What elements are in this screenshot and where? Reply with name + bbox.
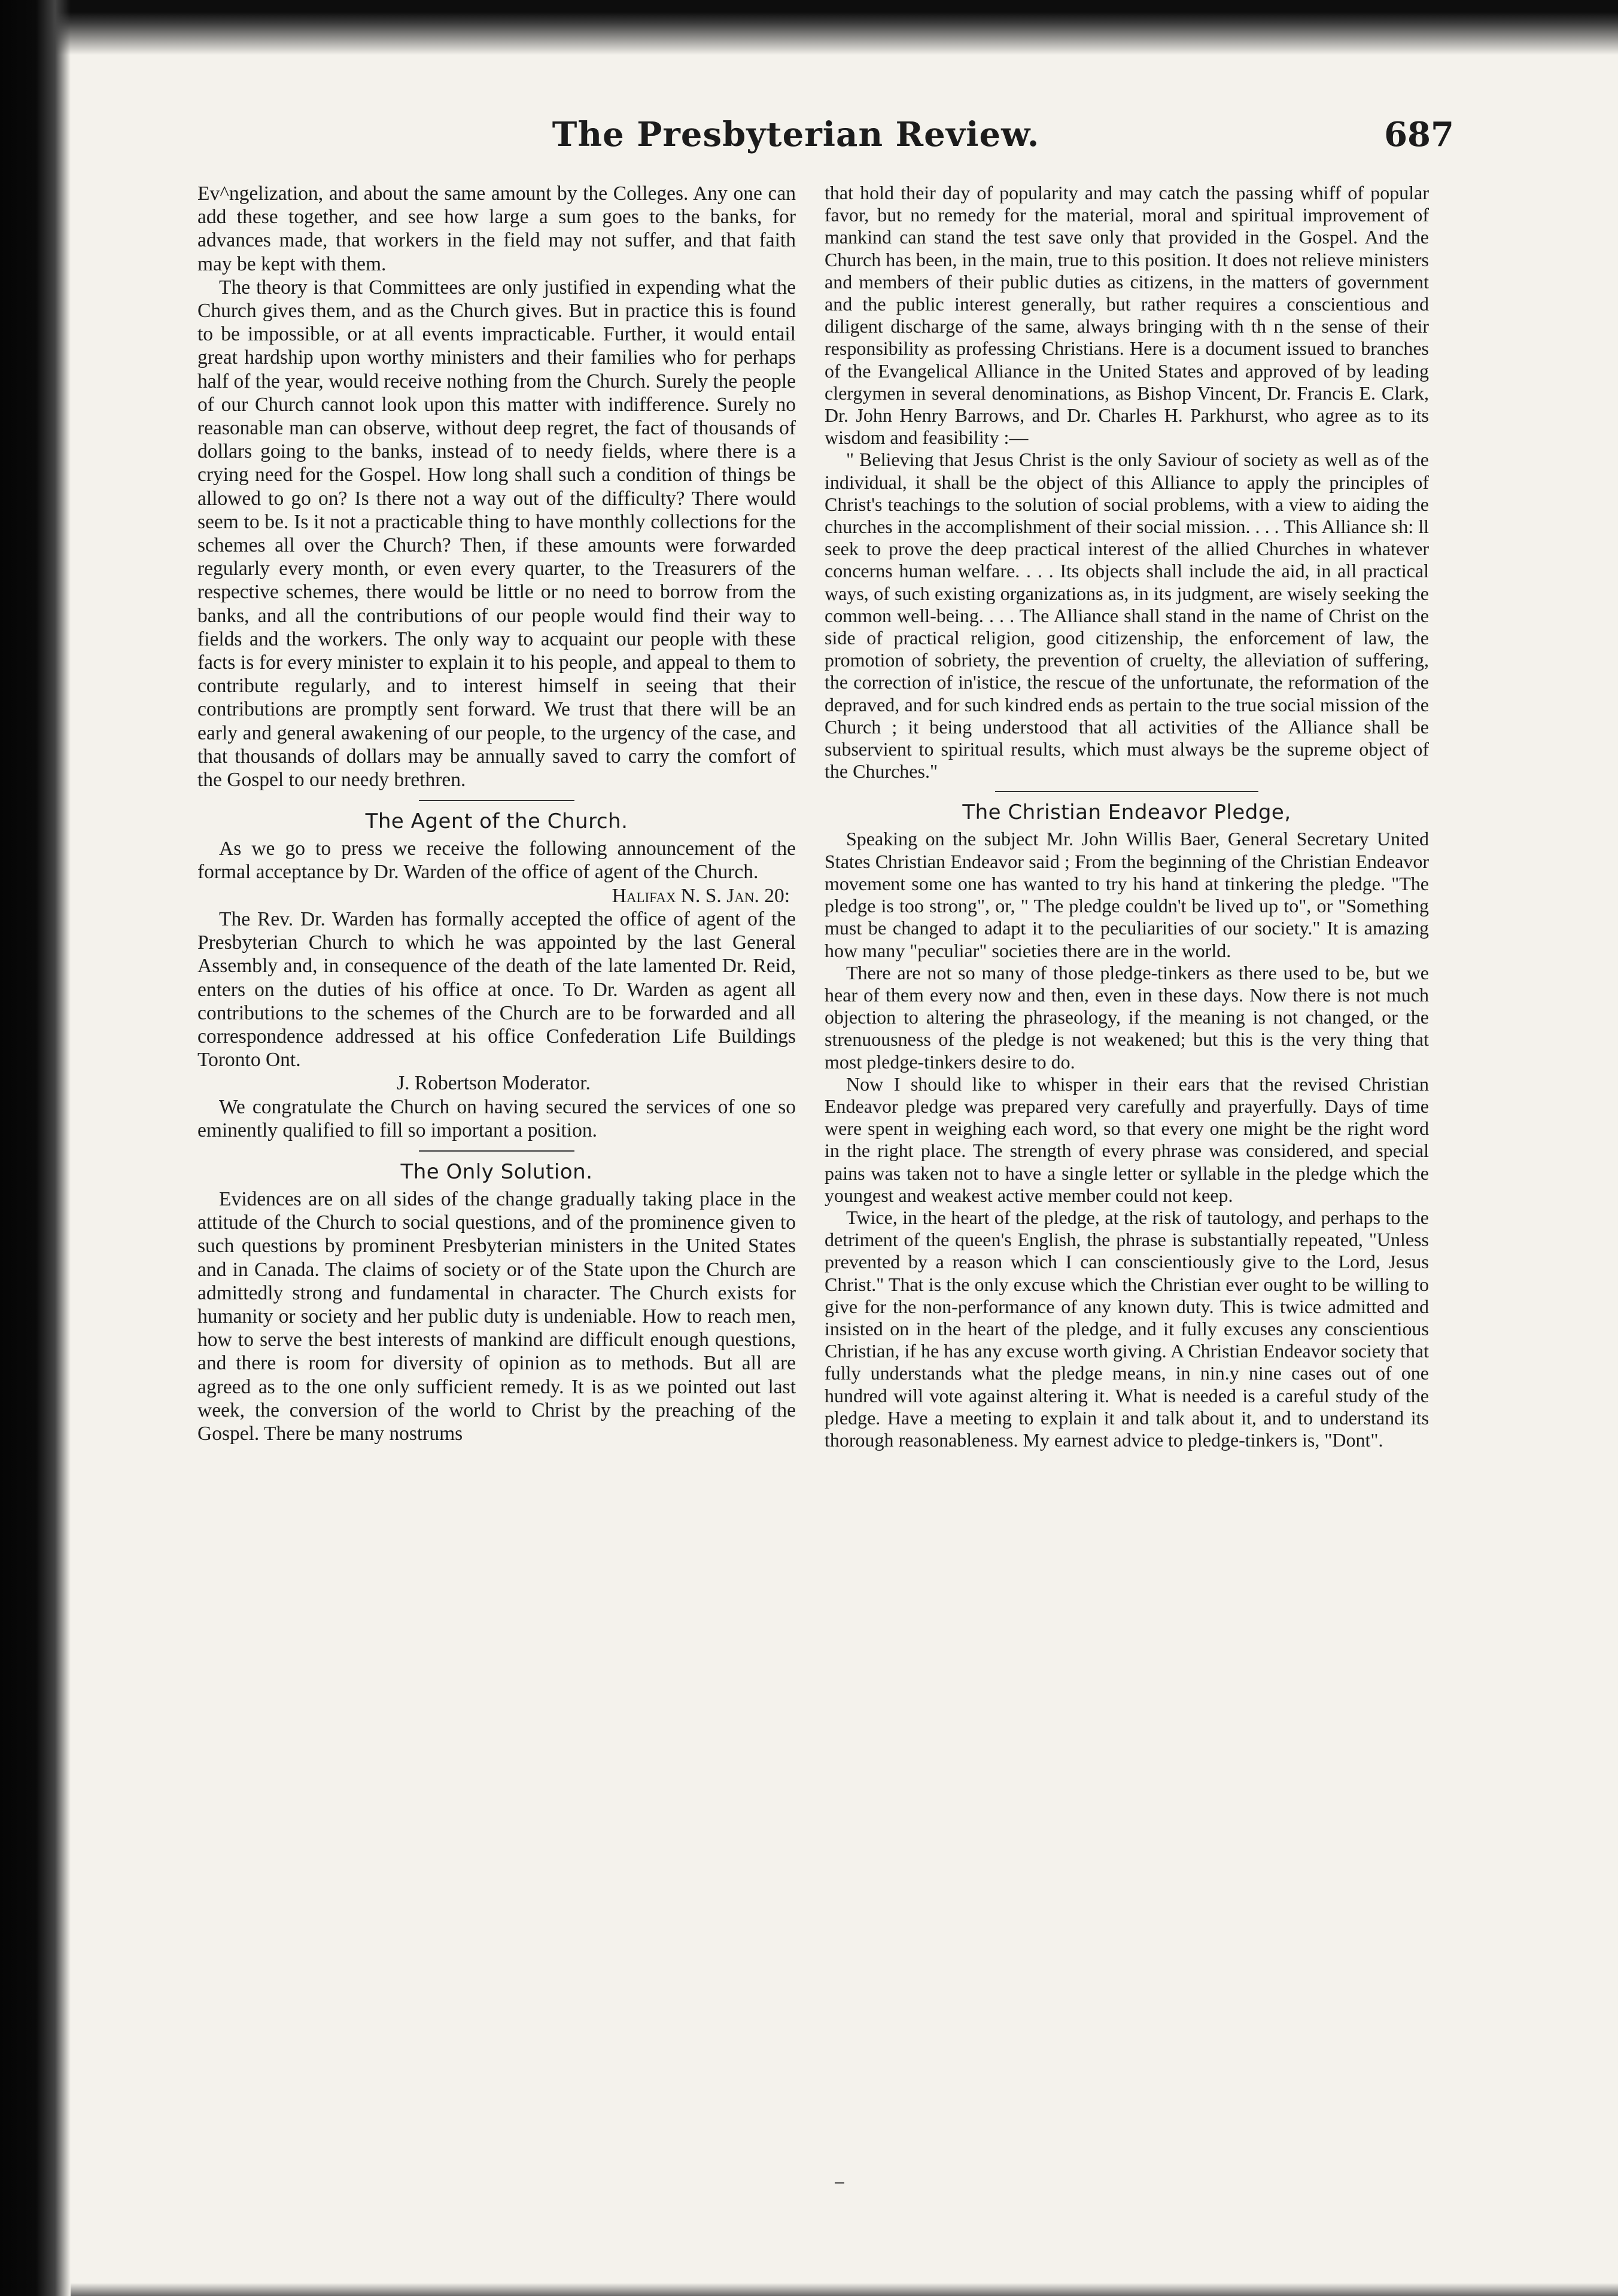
page-number: 687 xyxy=(1384,115,1454,154)
scan-border-left xyxy=(0,0,71,2296)
section-heading-solution: The Only Solution. xyxy=(400,1159,593,1184)
paragraph: Ev^ngelization, and about the same amount by the Colleges. Any one can add these together, and see how large a sum goes to the banks, for advances made, that workers in the field may not suffer, and that faith may be kept with them. xyxy=(197,182,796,275)
left-column xyxy=(197,182,796,2228)
signature: J. Robertson Moderator. xyxy=(397,1072,591,1095)
section-heading-pledge: The Christian Endeavor Pledge, xyxy=(962,800,1291,825)
scan-border-top xyxy=(24,0,1618,55)
section-divider xyxy=(419,1150,574,1152)
paragraph: The Rev. Dr. Warden has formally accepted the office of agent of the Presbyterian Church to which he was appointed by the last General Assembly and, in consequence of the death of the late lamented Dr. Reid, enters on the duties of his office at once. To Dr. Warden as agent all contributions to the schemes of the Church are to be forwarded and all correspondence addressed at his office Confederation Life Buildings Toronto Ont. xyxy=(197,908,796,1071)
page-header xyxy=(138,115,1454,169)
dateline: Halifax N. S. Jan. 20: xyxy=(612,884,790,907)
paragraph: Speaking on the subject Mr. John Willis Baer, General Secretary United States Christian Endeavor said ; From the beginning of the Christian Endeavor movement some one has wanted to try his hand at tinkering the pledge. "The pledge is too strong", or, " The pledge couldn't be lived up to", or "Something must be changed to adapt it to the peculiarities of our society." It is amazing how many "peculiar" societies there are in the world. xyxy=(825,828,1429,961)
journal-title: The Presbyterian Review. xyxy=(552,115,1040,154)
paragraph: Twice, in the heart of the pledge, at the risk of tautology, and perhaps to the detriment of the queen's English, the phrase is substantially repeated, "Unless prevented by a reason which I can conscientiously give to the Lord, Jesus Christ." That is the only excuse which the Christian ever ought to be willing to give for the non-performance of any known duty. This is twice admitted and insisted on in the heart of the pledge, and it fully excuses any conscientious Christian, if he has any excuse worth giving. A Christian Endeavor society that fully understands what the pledge means, in nin.y nine cases out of one hundred will vote against altering it. What is needed is a careful study of the pledge. Have a meeting to explain it and talk about it, and to understand its thorough reasonableness. My earnest advice to pledge-tinkers is, "Dont". xyxy=(825,1206,1429,1451)
paragraph: that hold their day of popularity and may catch the passing whiff of popular favor, but no remedy for the material, moral and spiritual improvement of mankind can stand the test save only that provided in the Gospel. And the Church has been, in the main, true to this position. It does not relieve ministers and members of their public duties as citizens, in the matters of government and the public interest generally, but rather requires a conscientious and diligent discharge of the same, always bringing with th n the sense of their responsibility as professing Christians. Here is a document issued to branches of the Evangelical Alliance in the United States and approved of by leading clergymen in several denominations, as Bishop Vincent, Dr. Francis E. Clark, Dr. John Henry Barrows, and Dr. Charles H. Parkhurst, who agree as to its wisdom and feasibility :— xyxy=(825,182,1429,449)
paragraph: We congratulate the Church on having secured the services of one so eminently qualified to fill so important a position. xyxy=(197,1095,796,1141)
scan-border-bottom xyxy=(71,2283,1618,2296)
section-divider xyxy=(419,800,574,801)
paragraph: As we go to press we receive the following announcement of the formal acceptance by Dr. Warden of the office of agent of the Church. xyxy=(197,838,796,884)
section-heading-agent: The Agent of the Church. xyxy=(365,809,628,834)
right-column xyxy=(825,182,1429,2228)
paragraph: Now I should like to whisper in their ears that the revised Christian Endeavor pledge was prepared very carefully and prayerfully. Days of time were spent in weighing each word, so that every one might be the right word in the right place. The strength of every phrase was considered, and special pains was taken not to have a single letter or syllable in the pledge which the youngest and weakest active member could not keep. xyxy=(825,1073,1429,1206)
paragraph: There are not so many of those pledge-tinkers as there used to be, but we hear of them every now and then, even in these days. Now there is not much objection to altering the phraseology, if the meaning is not changed, or the strenuousness of the pledge is not weakened; but this is the very thing that most pledge-tinkers desire to do. xyxy=(825,961,1429,1073)
footer-mark xyxy=(835,2182,844,2184)
paragraph: Evidences are on all sides of the change gradually taking place in the attitude of the Church to social questions, and of the prominence given to such questions by prominent Presbyterian ministers in the United States and in Canada. The claims of society or of the State upon the Church are admittedly strong and fundamental in character. The Church exists for humanity or society and her public duty is undeniable. How to reach men, how to serve the best interests of mankind are difficult enough questions, and there is room for diversity of opinion as to methods. But all are agreed as to the one only sufficient remedy. It is as we pointed out last week, the conversion of the world to Christ by the preaching of the Gospel. There be many nostrums xyxy=(197,1187,796,1445)
paragraph: The theory is that Committees are only justified in expending what the Church gives them, and as the Church gives. But in practice this is found to be impossible, or at all events impracticable. Further, it would entail great hardship upon worthy ministers and their families who for perhaps half of the year, would receive nothing from the Church. Surely the people of our Church cannot look upon this matter with indifference. Surely no reasonable man can observe, without deep regret, the fact of thousands of dollars going to the banks, instead of to needy fields, where there is a crying need for the Gospel. How long shall such a condition of things be allowed to go on? Is there not a way out of the difficulty? There would seem to be. Is it not a practicable thing to have monthly collections for the schemes all over the Church? Then, if these amounts were forwarded regularly every month, or even every quarter, to the Treasurers of the respective schemes, there would be little or no need to borrow from the banks, and all the contributions of our people would find their way to fields and the workers. The only way to acquaint our people with these facts is for every minister to explain it to his people, and appeal to them to contribute regularly, and to interest himself in seeing that their contributions are promptly sent forward. We trust that there will be an early and general awakening of our people, to the urgency of the case, and that thousands of dollars may be annually saved to carry the comfort of the Gospel to our needy brethren. xyxy=(197,276,796,791)
quotation-paragraph: " Believing that Jesus Christ is the only Saviour of society as well as of the individual, it shall be the object of this Alliance to apply the principles of Christ's teachings to the solution of social problems, with a view to aiding the churches in the accomplishment of their social mission. . . . This Alliance sh: ll seek to prove the deep practical interest of the allied Churches in whatever concerns human welfare. . . . Its objects shall include the aid, in all practical ways, of such existing organizations as, in its judgment, are wisely seeking the common well-being. . . . The Alliance shall stand in the name of Christ on the side of practical religion, good citizenship, the enforcement of law, the promotion of sobriety, the prevention of cruelty, the alleviation of suffering, the correction of in'istice, the rescue of the unfortunate, the reformation of the depraved, and for such kindred ends as pertain to the true social mission of the Church ; it being understood that all activities of the Alliance shall be subservient to spiritual results, which must always be the supreme object of the Churches." xyxy=(825,449,1429,782)
section-divider xyxy=(995,791,1258,792)
